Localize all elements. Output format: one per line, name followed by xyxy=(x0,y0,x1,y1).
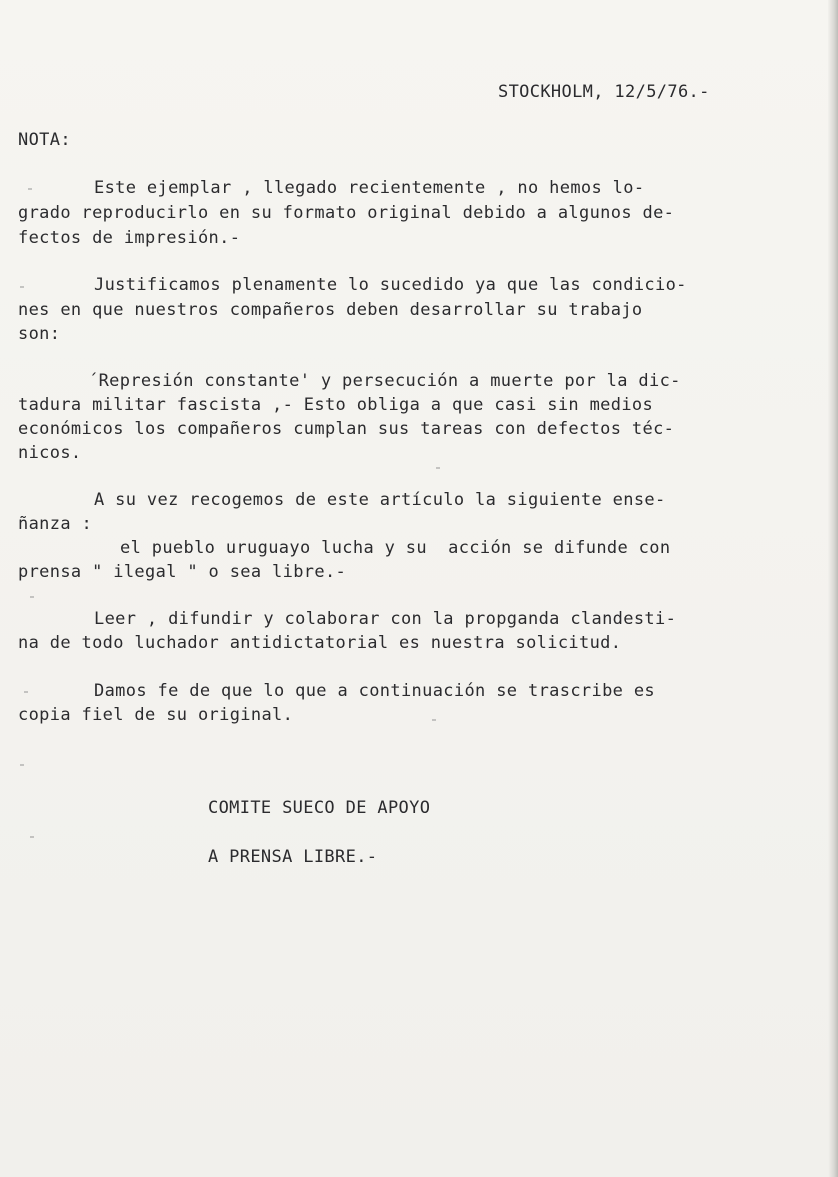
paragraph-3-line-4: nicos. xyxy=(18,443,82,463)
paragraph-4-line-2: ñanza : xyxy=(18,514,93,534)
nota-label: NOTA: xyxy=(18,130,71,150)
paragraph-4-line-1: A su vez recogemos de este artículo la siguiente ense- xyxy=(94,490,666,510)
stray-mark xyxy=(30,596,34,598)
paragraph-1-line-3: fectos de impresión.- xyxy=(18,228,241,248)
stray-mark xyxy=(28,188,32,190)
paragraph-6-line-1: Damos fe de que lo que a continuación se trascribe es xyxy=(94,681,655,701)
stray-mark xyxy=(20,764,24,766)
stray-mark xyxy=(30,836,34,838)
stray-mark xyxy=(432,719,436,721)
paragraph-6-line-2: copia fiel de su original. xyxy=(18,705,294,725)
paragraph-3-line-3: económicos los compañeros cumplan sus tareas con defectos téc- xyxy=(18,419,675,439)
page-edge xyxy=(828,0,838,1177)
stray-mark xyxy=(24,691,28,693)
paragraph-2-line-1: Justificamos plenamente lo sucedido ya que las condicio- xyxy=(94,275,687,295)
stray-mark xyxy=(436,467,440,469)
stray-mark xyxy=(20,286,24,288)
paragraph-5-line-1: Leer , difundir y colaborar con la propganda clandesti- xyxy=(94,609,677,629)
paragraph-1-line-2: grado reproducirlo en su formato original debido a algunos de- xyxy=(18,203,675,223)
paragraph-4-line-3: el pueblo uruguayo lucha y su acción se difunde con xyxy=(120,538,671,558)
header-place-date: STOCKHOLM, 12/5/76.- xyxy=(498,82,710,102)
paragraph-5-line-2: na de todo luchador antidictatorial es nuestra solicitud. xyxy=(18,633,622,653)
paragraph-3-line-2: tadura militar fascista ,- Esto obliga a que casi sin medios xyxy=(18,395,654,415)
paragraph-2-line-2: nes en que nuestros compañeros deben desarrollar su trabajo xyxy=(18,300,643,320)
signature-line-1: COMITE SUECO DE APOYO xyxy=(208,798,431,818)
paragraph-3-line-1: ´Represión constante' y persecución a muerte por la dic- xyxy=(88,371,681,391)
paragraph-1-line-1: Este ejemplar , llegado recientemente , no hemos lo- xyxy=(94,178,645,198)
signature-line-2: A PRENSA LIBRE.- xyxy=(208,847,378,867)
paragraph-2-line-3: son: xyxy=(18,324,61,344)
paragraph-4-line-4: prensa " ilegal " o sea libre.- xyxy=(18,562,347,582)
